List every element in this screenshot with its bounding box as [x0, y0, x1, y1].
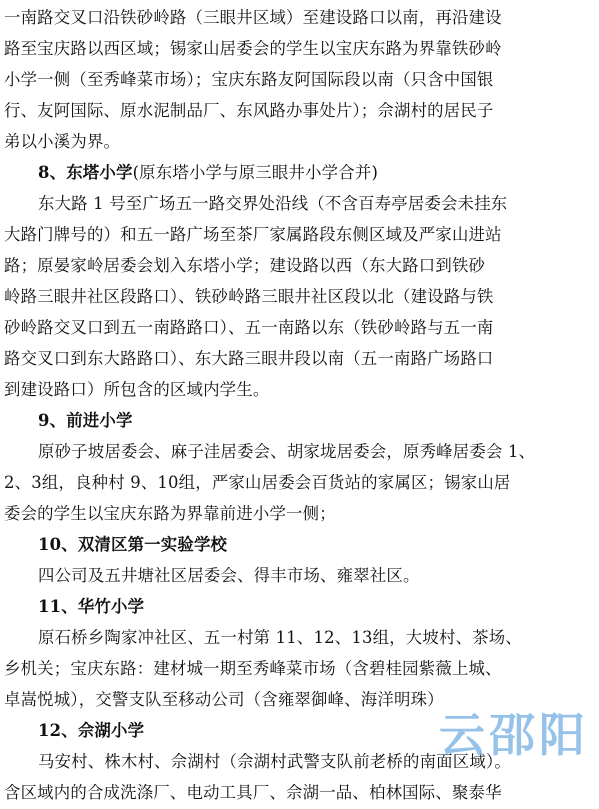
section-school-name: 佘湖小学	[77, 721, 145, 740]
section-heading	[38, 533, 595, 557]
section-note: (原东塔小学与原三眼井小学合并)	[132, 163, 379, 182]
intro-line-2: 路至宝庆路以西区域；锡家山居委会的学生以宝庆东路为界靠铁砂岭	[4, 39, 502, 58]
section-body-line: 2、3组，良种村 9、10组，严家山居委会百货站的家属区；锡家山居	[4, 473, 511, 492]
section-body-line: 岭路三眼井社区段路口）、铁砂岭路三眼井社区段以北（建设路与铁	[4, 287, 494, 306]
section-body-line: 原砂子坡居委会、麻子洼居委会、胡家垅居委会，原秀峰居委会 1、	[38, 442, 536, 461]
section-number: 10、	[38, 535, 78, 554]
section-body-line: 路交叉口到东大路路口）、东大路三眼井段以南（五一南路广场路口	[4, 349, 494, 368]
section-body-line: 马安村、株木村、佘湖村（佘湖村武警支队前老桥的南面区域）。	[38, 752, 511, 771]
section-school-name: 双清区第一实验学校	[77, 535, 228, 554]
section-body-line: 原石桥乡陶家冲社区、五一村第 11、12、13组，大坡村、茶场、	[38, 628, 522, 647]
section-body-line: 含区域内的合成洗涤厂、电动工具厂、佘湖一品、柏林国际、聚泰华	[4, 783, 502, 802]
section-body-line: 路；原晏家岭居委会划入东塔小学；建设路以西（东大路口到铁砂	[4, 256, 486, 275]
section-body-line: 委会的学生以宝庆东路为界靠前进小学一侧；	[4, 504, 336, 523]
section-number: 11、	[38, 597, 78, 616]
section-body-line: 到建设路口）所包含的区域内学生。	[4, 380, 270, 399]
section-number: 12、	[38, 721, 78, 740]
section-number: 9、	[38, 411, 67, 430]
section-school-name: 东塔小学	[66, 163, 133, 182]
section-school-name: 华竹小学	[77, 597, 145, 616]
intro-line-5: 弟以小溪为界。	[4, 132, 121, 151]
section-body-line: 大路门牌号的）和五一路广场至茶厂家属路段东侧区域及严家山进站	[4, 225, 502, 244]
section-body-line: 四公司及五井塘社区居委会、得丰市场、雍翠社区。	[38, 566, 420, 585]
intro-line-1: 一南路交叉口沿铁砂岭路（三眼井区域）至建设路口以南，再沿建设	[4, 8, 502, 27]
section-heading	[38, 595, 595, 619]
section-body-line: 乡机关；宝庆东路：建材城一期至秀峰菜市场（含碧桂园紫薇上城、	[4, 659, 502, 678]
intro-line-3: 小学一侧（至秀峰菜市场）；宝庆东路友阿国际段以南（只含中国银	[4, 70, 494, 89]
watermark-logo: 云邵阳	[439, 708, 589, 762]
section-school-name: 前进小学	[66, 411, 133, 430]
intro-line-4: 行、友阿国际、原水泥制品厂、东风路办事处片）；佘湖村的居民子	[4, 101, 494, 120]
section-heading	[38, 161, 595, 185]
section-heading	[38, 409, 595, 433]
section-body-line: 东大路 1 号至广场五一路交界处沿线（不含百寿亭居委会未挂东	[38, 194, 508, 213]
section-body-line: 砂岭路交叉口到五一南路路口）、五一南路以东（铁砂岭路与五一南	[4, 318, 494, 337]
section-body-line: 卓嵩悦城），交警支队至移动公司（含雍翠御峰、海洋明珠）	[4, 690, 444, 709]
section-number: 8、	[38, 163, 67, 182]
